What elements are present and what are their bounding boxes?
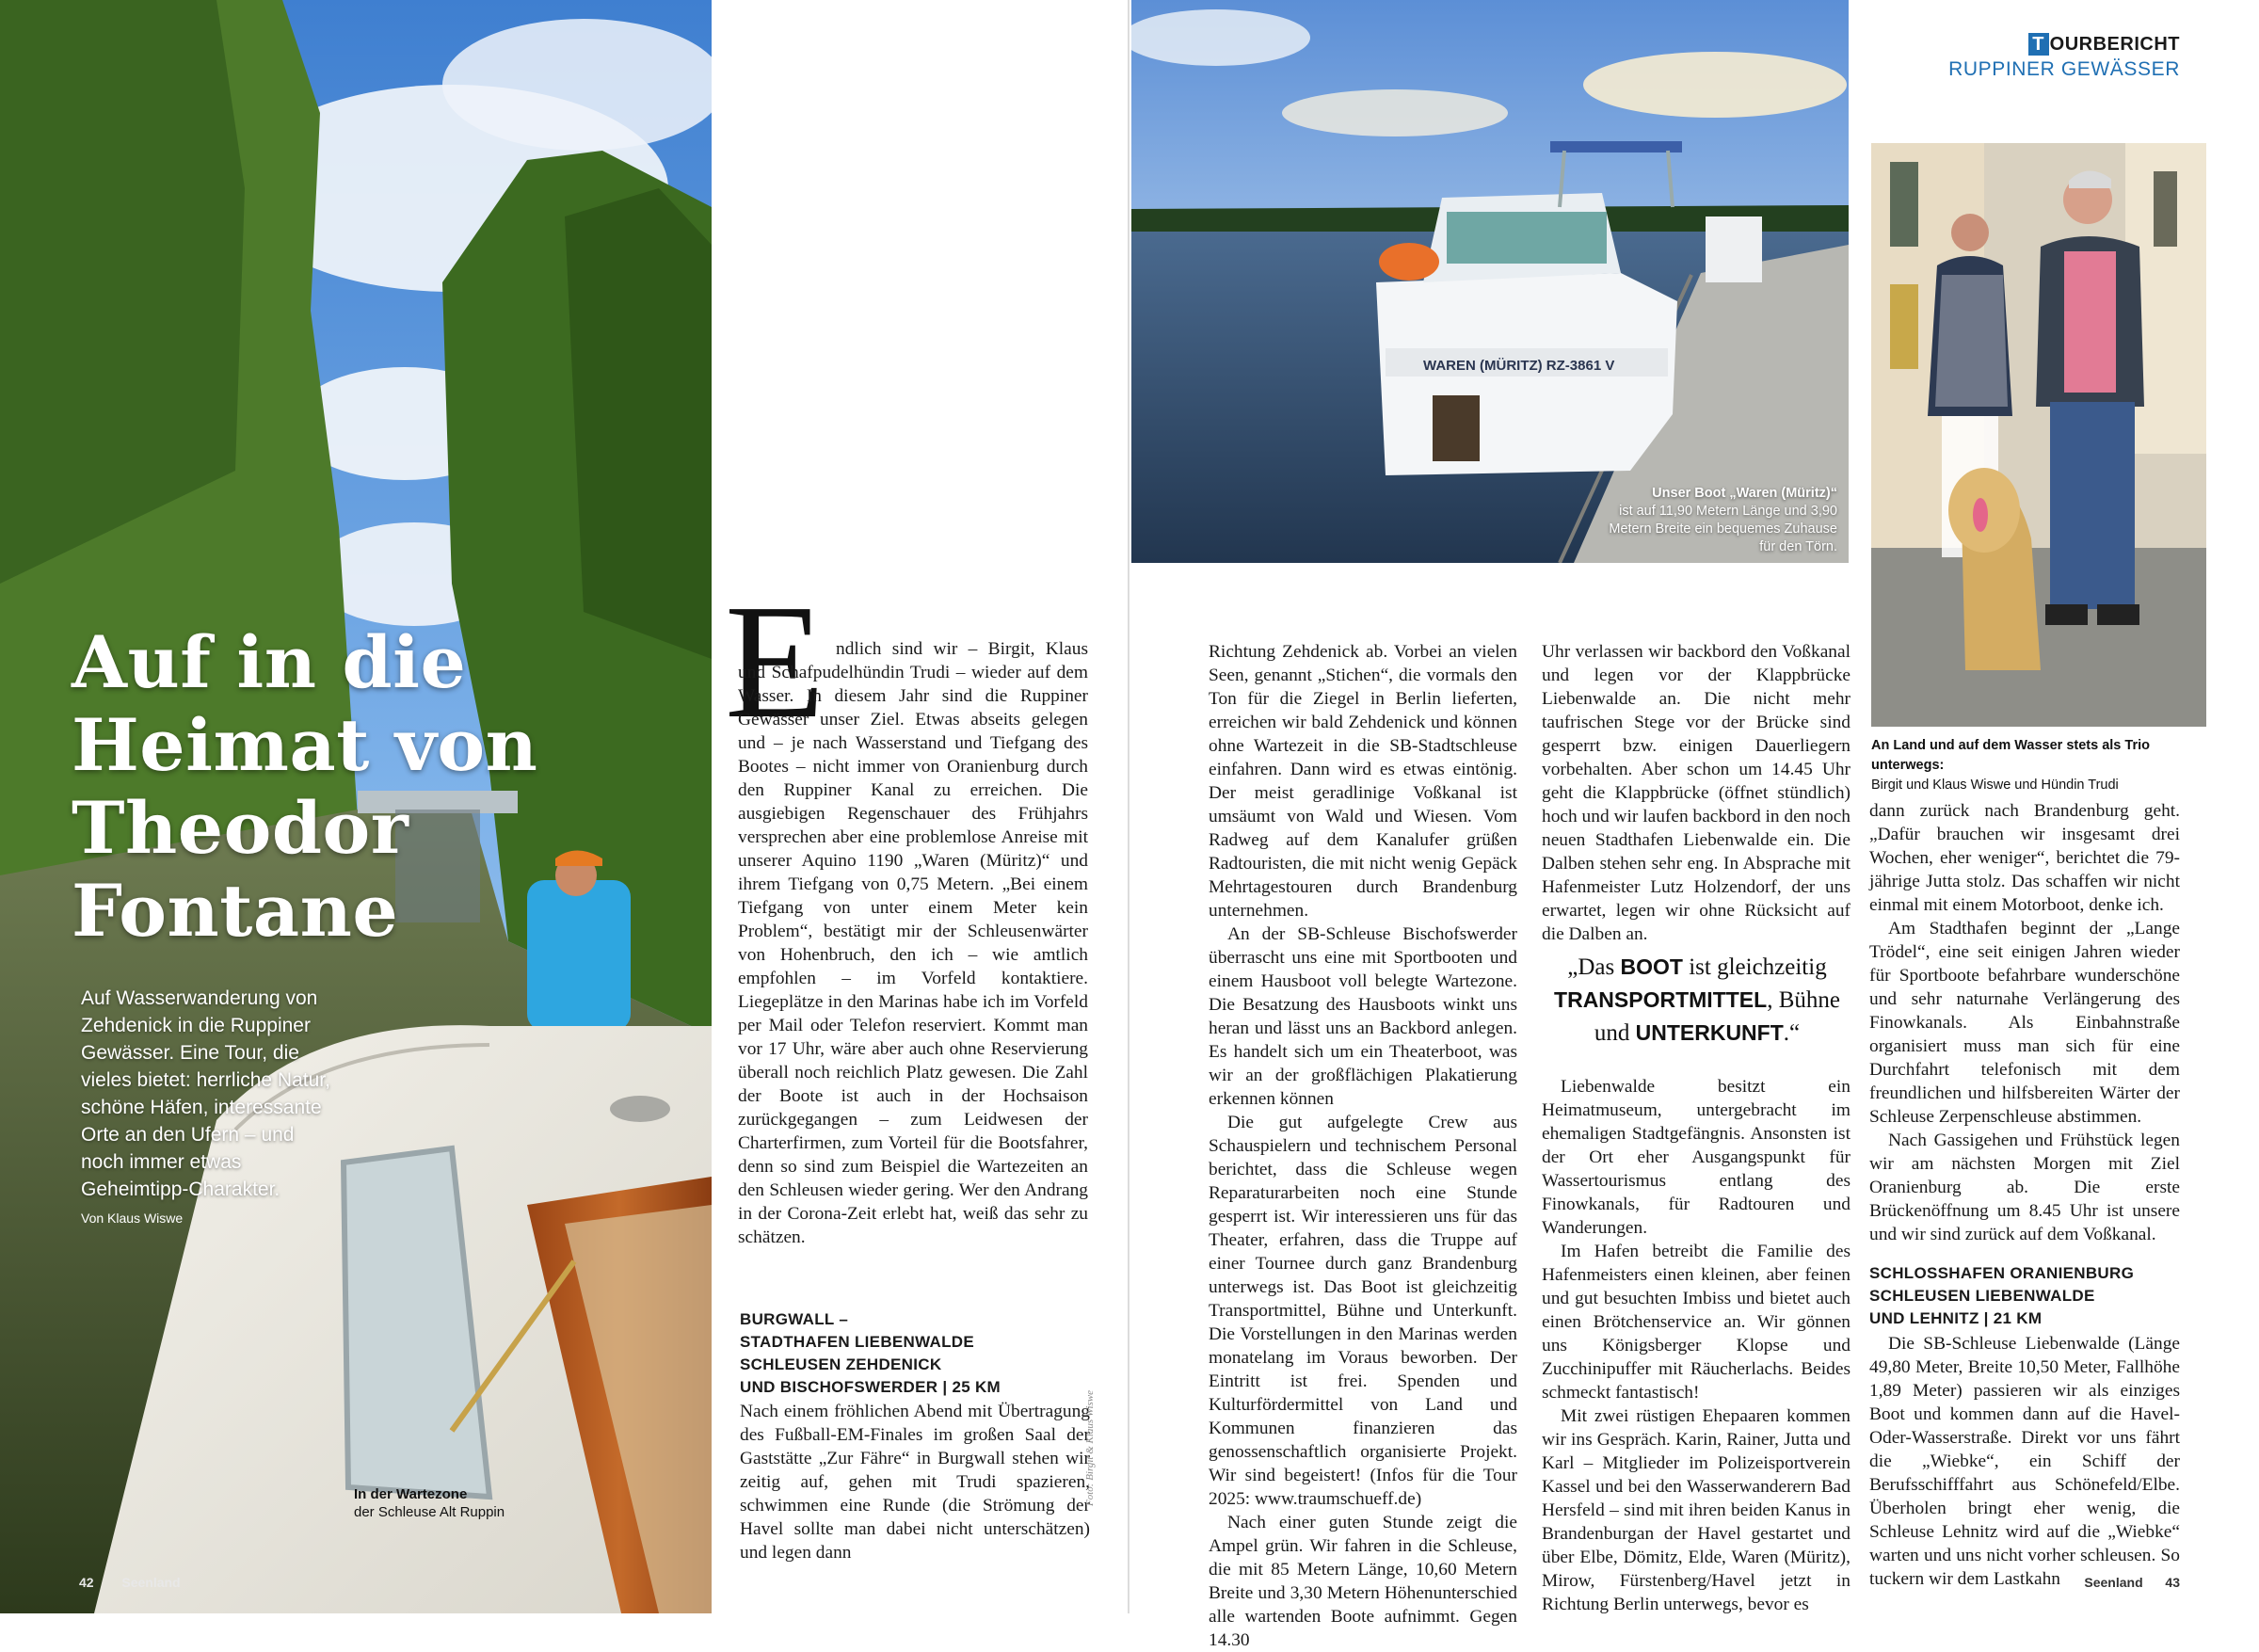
boat-caption-bold: Unser Boot „Waren (Müritz)“	[1652, 486, 1837, 501]
column-3-continued	[1542, 1075, 1850, 1616]
hero-caption-bold: In der Wartezone	[354, 1486, 468, 1502]
section-subtitle: RUPPINER GEWÄSSER	[1948, 58, 2180, 80]
quote-bold: TRANSPORTMITTEL	[1554, 987, 1768, 1012]
column-1	[738, 637, 1088, 1249]
quote-bold: UNTERKUNFT	[1635, 1020, 1784, 1045]
photo-credit: Foto: Birgit & Klaus Wiswe	[1084, 1389, 1096, 1506]
boat-caption-text: ist auf 11,90 Metern Länge und 3,90 Metern Breite ein bequemes Zuhause für den Törn.	[1609, 504, 1837, 554]
page-number-right: 43	[2165, 1575, 2180, 1590]
folio-right	[2071, 1575, 2180, 1590]
quote-text: .“	[1783, 1020, 1801, 1046]
paragraph	[738, 637, 1088, 1249]
subhead-line: UND LEHNITZ | 21 KM	[1869, 1309, 2043, 1327]
page-number-left: 42	[79, 1575, 94, 1590]
section-initial: T	[2028, 33, 2049, 56]
drop-cap: E	[725, 570, 825, 752]
trio-caption-bold: An Land und auf dem Wasser stets als Trio unterwegs:	[1871, 738, 2150, 773]
boat-registration: WAREN (MÜRITZ) RZ-3861 V	[1423, 358, 1615, 374]
column-2	[1209, 640, 1517, 1652]
hero-caption-text: der Schleuse Alt Ruppin	[354, 1504, 505, 1520]
paragraph: Die SB-Schleuse Liebenwalde (Länge 49,80 Meter, Breite 10,50 Meter, Fallhöhe 1,89 Meter) passieren wir als einziges Boot und kommen dann auf die Havel-Oder-Wasserstraße. Direkt vor uns fährt die „Wiebke“, ein Schiff der Berufsschifffahrt aus Schönefeld/Elbe. Überholen bringt eher wenig, die Schleuse Lehnitz wird auf die „Wiebke“ warten und uns nicht vorher schleusen. So tuckern wir dem Lastkahn	[1869, 1334, 2180, 1589]
subhead-line: STADTHAFEN LIEBENWALDE	[740, 1333, 974, 1351]
headline	[72, 621, 542, 953]
trio-caption-text: Birgit und Klaus Wiswe und Hündin Trudi	[1871, 778, 2119, 793]
paragraph: An der SB-Schleuse Bischofswerder überrascht uns eine mit Sportbooten und einem Hausboot voll belegte Wartezone. Die Besatzung des Hausboots winkt uns heran und lässt uns an Backbord anlegen. Es handelt sich um ein Theaterboot, was wir an der großflächigen Plakatierung erkennen können	[1209, 924, 1517, 1109]
subhead-1	[740, 1308, 1090, 1399]
headline-line: Auf in die	[72, 620, 467, 704]
column-4-continued	[1869, 1332, 2180, 1591]
paragraph: Uhr verlassen wir backbord den Voßkanal und legen vor der Klappbrücke Liebenwalde an. Die nicht mehr taufrischen Stege vor der Brücke sind gesperrt bzw. einigen Dauerliegern vorbehalten. Aber schon um 14.45 Uhr geht die Klappbrücke (öffnet stündlich) hoch und wir laufen backbord in den noch neuen Stadthafen Liebenwalde ein. Die Dalben stehen sehr eng. In Absprache mit Hafenmeister Lutz Holzendorf, der uns erwartet, legen wir ohne Rücksicht auf die Dalben an.	[1542, 642, 1850, 944]
trio-photo	[1871, 143, 2206, 727]
trio-photo-illustration	[1871, 143, 2206, 727]
folio-left	[79, 1575, 181, 1590]
column-4	[1869, 799, 2180, 1246]
paragraph: Nach einer guten Stunde zeigt die Ampel grün. Wir fahren in die Schleuse, die mit 85 Metern Länge, 10,60 Metern Breite und 3,30 Metern Höhenunterschied alle wartenden Boote aufnimmt. Gegen 14.30	[1209, 1513, 1517, 1650]
paragraph: Liebenwalde besitzt ein Heimatmuseum, untergebracht im ehemaligen Stadtgefängnis. Ansonsten ist der Ort eher Ausgangspunkt für Wassertourismus entlang des Finowkanals, für Radtouren und Wanderungen.	[1542, 1077, 1850, 1238]
author-line: Von Klaus Wiswe	[81, 1211, 184, 1226]
intro-text: Auf Wasserwanderung von Zehdenick in die Ruppiner Gewässer. Eine Tour, die vieles bietet: herrliche Natur, schöne Häfen, interessante Orte an den Ufern – und noch immer etwas Geheimtipp-Charakter.	[81, 987, 330, 1200]
magazine-name-right: Seenland	[2084, 1575, 2143, 1590]
paragraph: Nach einem fröhlichen Abend mit Übertragung des Fußball-EM-Finales im großen Saal der Gaststätte „Zur Fähre“ in Burgwall stehen wir zeitig auf, gehen mit Trudi spazieren, schwimmen eine Runde (die Strömung der Havel sollte man dabei nicht unterschätzen) und legen dann	[740, 1402, 1090, 1563]
headline-line: Theodor	[72, 786, 409, 870]
column-3	[1542, 640, 1850, 946]
section-title	[1882, 32, 2180, 56]
trio-caption	[1871, 736, 2210, 795]
magazine-name-left: Seenland	[121, 1575, 181, 1590]
section-rest: OURBERICHT	[2049, 34, 2180, 55]
paragraph: Mit zwei rüstigen Ehepaaren kommen wir ins Gespräch. Karin, Rainer, Jutta und Karl – Mitglieder im Polizeisportverein Kassel und bei den Wasserwanderern Bad Hersfeld – sind mit ihren beiden Kanus in Brandenburgan der Havel gestartet und über Elbe, Dömitz, Elde, Waren (Müritz), Mirow, Fürstenberg/Havel jetzt in Richtung Berlin unterwegs, bevor es	[1542, 1406, 1850, 1614]
paragraph-text: ndlich sind wir – Birgit, Klaus und Schafpudelhündin Trudi – wieder auf dem Wasser. In diesem Jahr sind die Ruppiner Gewässer unser Ziel. Etwas abseits gelegen und – je nach Wasserstand und Tiefgang des Bootes – nicht immer von Oranienburg durch den Ruppiner Kanal zu erreichen. Die ausgiebigen Regenschauer des Frühjahrs versprechen aber eine problemlose Anreise mit unserer Aquino 1190 „Waren (Müritz)“ und ihrem Tiefgang von 0,75 Metern. „Bei einem Tiefgang von unter einem Meter kein Problem“, bestätigt mir der Schleusenwärter von Hohenbruch, den ich – wie amtlich empfohlen – im Vorfeld kontaktiere. Liegeplätze in den Marinas habe ich im Vorfeld per Mail oder Telefon reserviert. Kommt man vor 17 Uhr, wäre aber auch ohne Reservierung überall noch reichlich Platz gewesen. Die Zahl der Boote ist auch in der Hochsaison zurückgegangen – zum Leidwesen der Charterfirmen, zum Vorteil für die Bootsfahrer, denn so sind zum Beispiel die Wartezeiten an den Schleusen wieder gering. Wer den Andrang in der Corona-Zeit erlebt hat, weiß das sehr zu schätzen.	[738, 639, 1088, 1247]
quote-bold: BOOT	[1620, 954, 1683, 979]
subhead-line: UND BISCHOFSWERDER | 25 KM	[740, 1378, 1001, 1396]
boat-caption	[1600, 485, 1837, 556]
paragraph: dann zurück nach Brandenburg geht. „Dafür brauchen wir insgesamt drei Wochen, eher weniger“, berichtet die 79-jährige Jutta stolz. Das schaffen wir nicht einmal mit einem Motorboot, denke ich.	[1869, 801, 2180, 915]
headline-line: Heimat von	[72, 703, 538, 787]
headline-line: Fontane	[72, 869, 399, 953]
column-1-continued	[740, 1400, 1090, 1564]
subhead-2	[1869, 1262, 2180, 1330]
pull-quote	[1544, 951, 1850, 1050]
boat-photo	[1131, 0, 1849, 563]
boat-photo-illustration	[1131, 0, 1849, 563]
paragraph: Nach Gassigehen und Frühstück legen wir am nächsten Morgen mit Ziel Oranienburg ab. Die erste Brückenöffnung um 8.45 Uhr ist unsere und wir sind zurück auf dem Voßkanal.	[1869, 1131, 2180, 1244]
subhead-line: SCHLEUSEN LIEBENWALDE	[1869, 1287, 2095, 1305]
quote-text: ist gleichzeitig	[1682, 954, 1827, 980]
subhead-line: SCHLEUSEN ZEHDENICK	[740, 1355, 942, 1373]
quote-text: , Bühne und	[1594, 987, 1840, 1046]
page-gutter	[1128, 0, 1130, 1613]
paragraph: Richtung Zehdenick ab. Vorbei an vielen Seen, genannt „Stichen“, die vormals den Ton für die Ziegel in Berlin lieferten, erreichen wir bald Zehdenick und können ohne Wartezeit in die SB-Stadtschleuse einfahren. Dann wird es etwas eintönig. Der meist geradlinige Voßkanal ist umsäumt von Wald und Wiesen. Vom Radweg auf dem Kanalufer grüßen Radtouristen, die mit nicht wenig Gepäck Mehrtagestouren durch Brandenburg unternehmen.	[1209, 642, 1517, 921]
section-header	[1882, 32, 2180, 83]
paragraph: Im Hafen betreibt die Familie des Hafenmeisters einen kleinen, aber feinen und gut besuchten Imbiss und bietet auch einen Brötchenservice an. Wir gönnen uns Königsberger Klopse und Zucchinipuffer mit Räucherlachs. Beides schmeckt fantastisch!	[1542, 1242, 1850, 1403]
paragraph: Die gut aufgelegte Crew aus Schauspielern und technischem Personal berichtet, dass die Schleuse wegen Reparaturarbeiten noch eine Stunde gesperrt ist. Wir interessieren uns für das Theater, erfahren, dass die Truppe auf einer Tournee durch ganz Brandenburg unterwegs ist. Das Boot ist gleichzeitig Transportmittel, Bühne und Unterkunft. Die Vorstellungen in den Marinas werden monatelang im Voraus beworben. Der Eintritt ist frei. Spenden und Kulturfördermittel von Land und Kommunen finanzieren das genossenschaftlich organisierte Projekt. Wir sind begeistert! (Infos für die Tour 2025: www.traumschueff.de)	[1209, 1113, 1517, 1509]
hero-caption	[354, 1485, 580, 1521]
subhead-line: BURGWALL –	[740, 1310, 849, 1328]
paragraph: Am Stadthafen beginnt der „Lange Trödel“, eine seit einigen Jahren wieder für Sportboote befahrbare wunderschöne und sehr naturnahe Verlängerung des Finowkanals. Als Einbahnstraße organisiert muss man sich für eine Durchfahrt telefonisch mit dem freundlichen und hilfsbereiten Wärter der Schleuse Zerpenschleuse abstimmen.	[1869, 919, 2180, 1127]
quote-text: „Das	[1567, 954, 1621, 980]
subhead-line: SCHLOSSHAFEN ORANIENBURG	[1869, 1264, 2135, 1282]
